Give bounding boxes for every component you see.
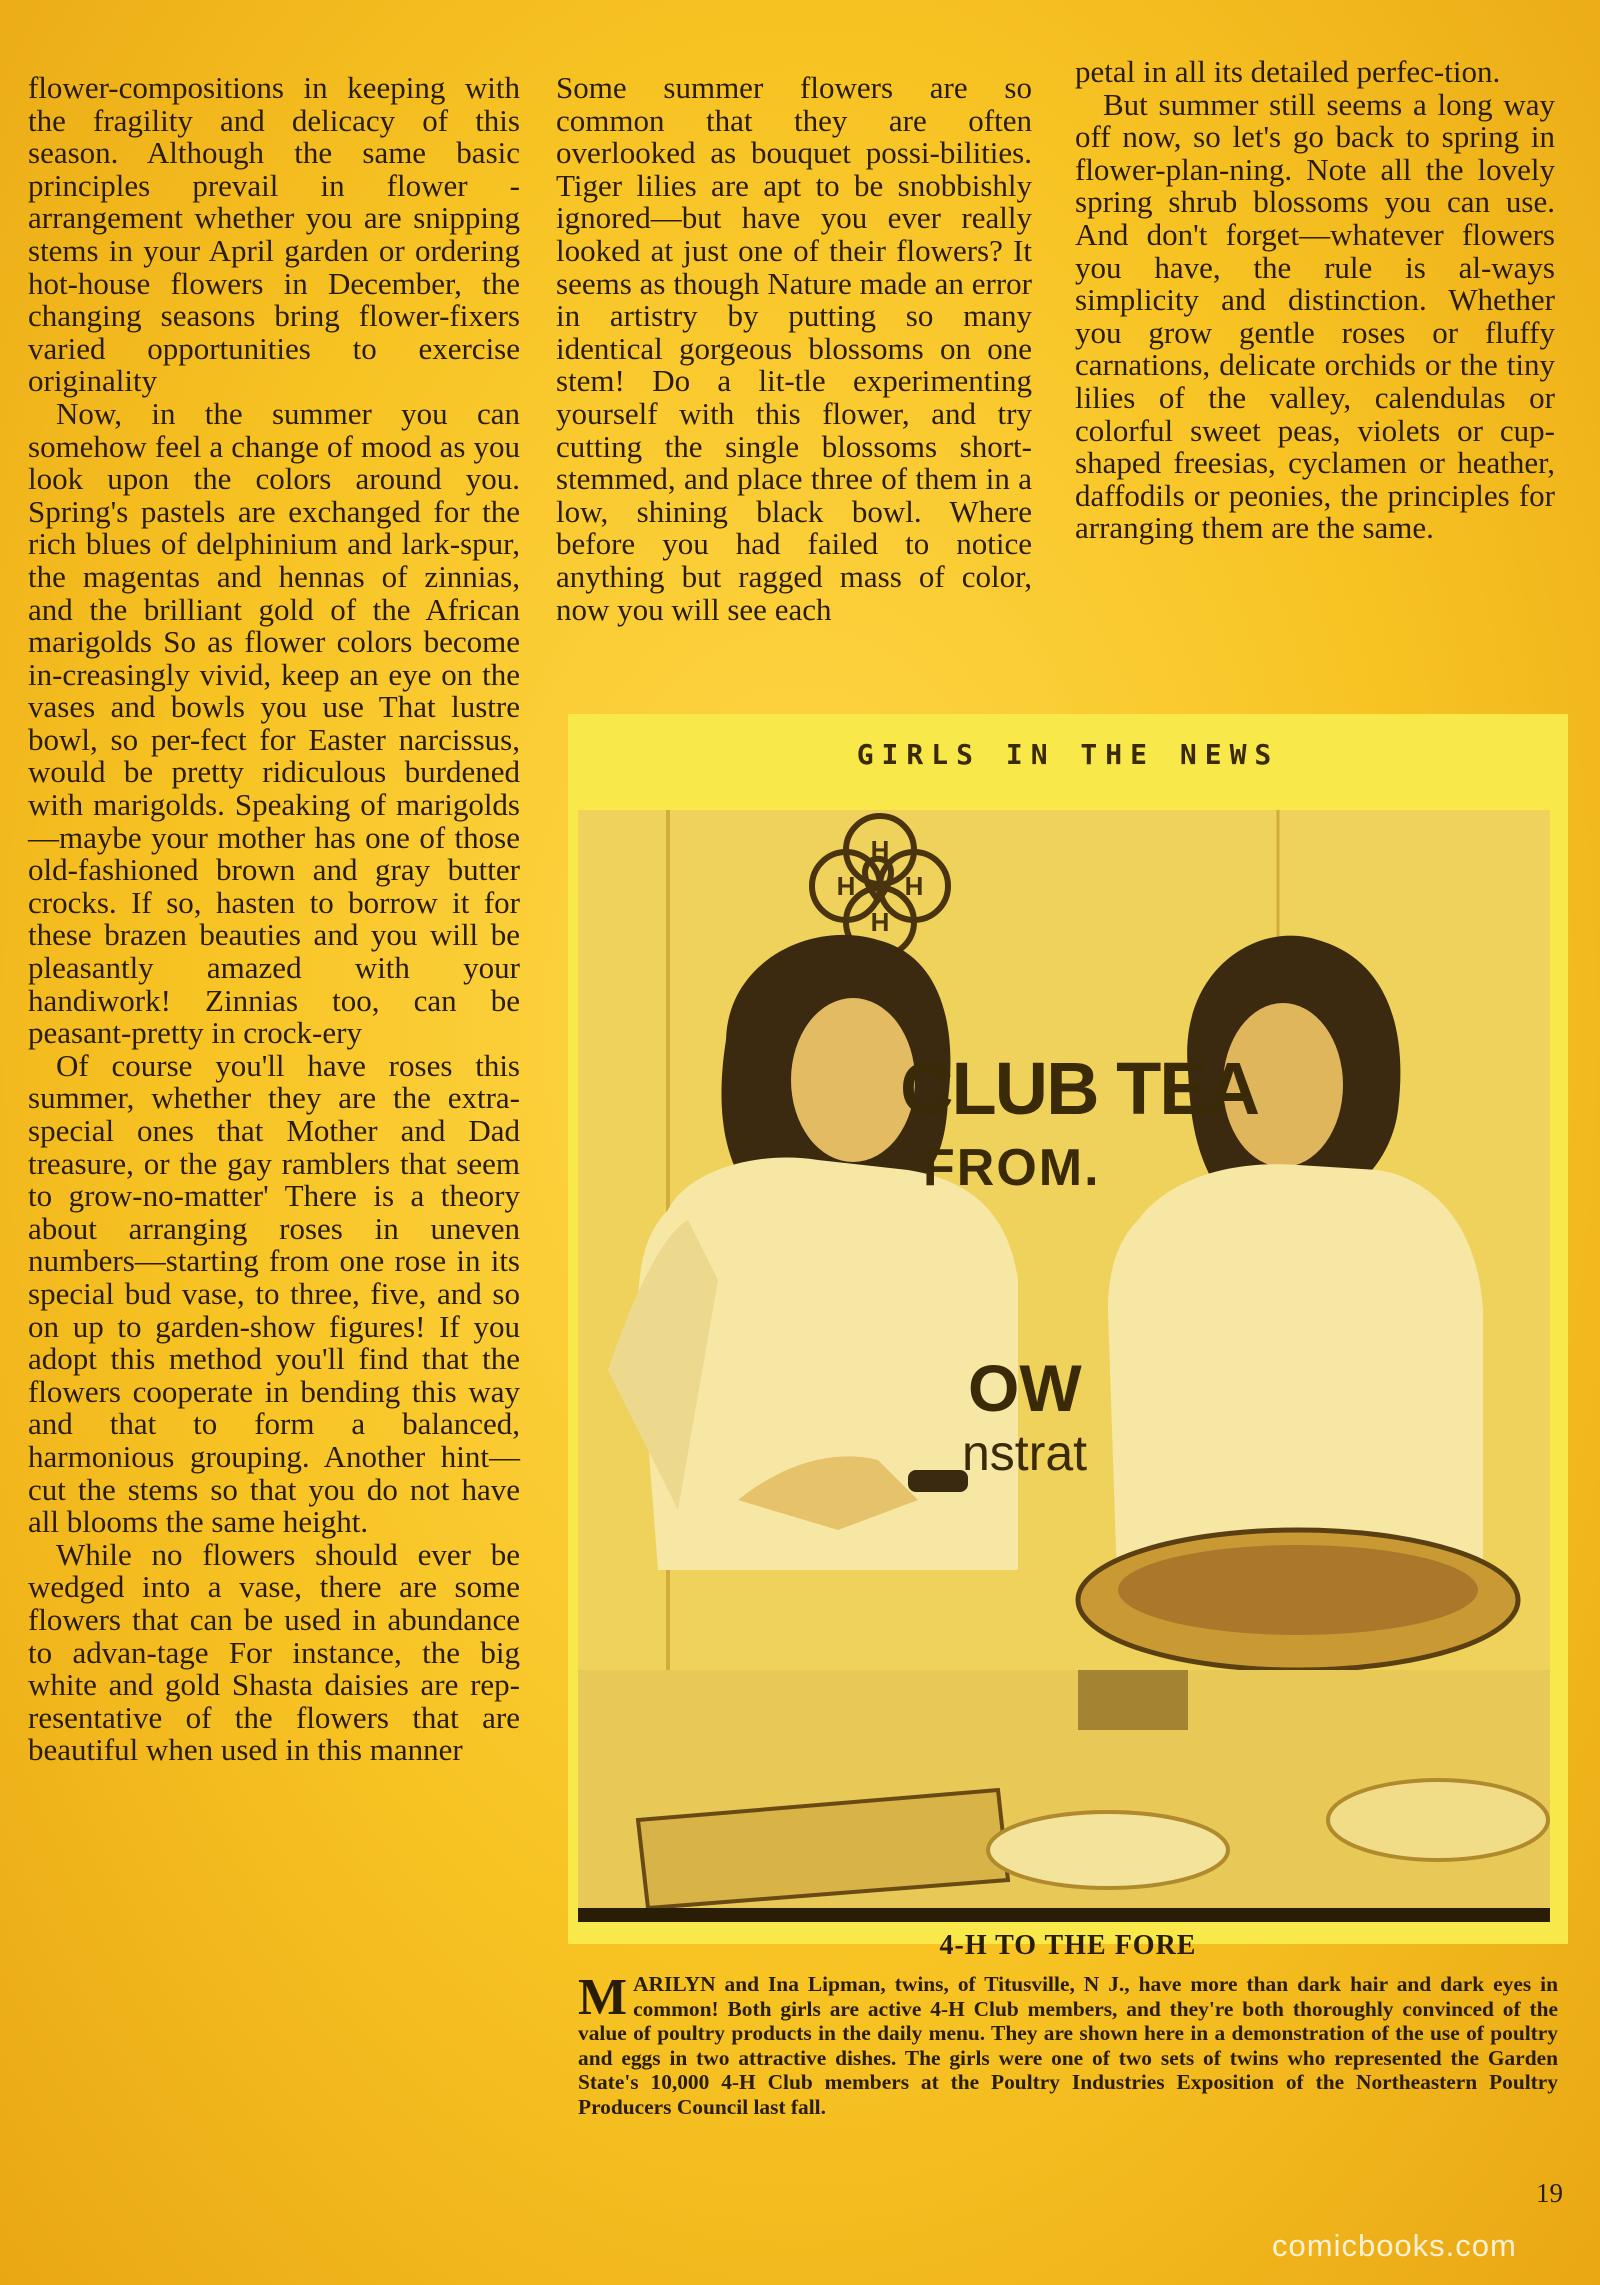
section-header: GIRLS IN THE NEWS: [856, 738, 1280, 771]
paragraph: While no flowers should ever be wedged into a vase, there are some flowers that can be used in abundance to advan-tage For instance, the big white and gold Shasta daisies are rep-resentative of the flowers that are beautiful when used in this manner: [28, 1536, 520, 1768]
sign-text: OW: [968, 1351, 1082, 1425]
caption-text: ARILYN and Ina Lipman, twins, of Titusville, N J., have more than dark hair and dark eyes in common! Both girls are active 4-H Club members, and they're both thoroughly convinced of the value of poultry products in the daily menu. They are shown here in a demonstration of the use of poultry and eggs in two attractive dishes. The girls were one of two sets of twins who represented the Garden State's 10,000 4-H Club members at the Poultry Industries Exposition of the Northeastern Poultry Producers Council last fall.: [578, 1972, 1558, 2119]
watermark: comicbooks.com: [1272, 2228, 1517, 2263]
caption-body: [578, 1969, 1558, 2119]
emblem-letter: H: [904, 871, 924, 901]
drop-cap: M: [578, 1969, 628, 2026]
page-number: 19: [1536, 2178, 1563, 2208]
paragraph: Some summer flowers are so common that they are often overlooked as bouquet possi-bilities. Tiger lilies are apt to be snobbishly ignored—but have you ever really looked at just one of their flowers? It seems as though Nature made an error in artistry by putting so many identical gorgeous blossoms on one stem! Do a lit-tle experimenting yourself with this flower, and try cutting the single blossoms short-stemmed, and place three of them in a low, shining black bowl. Where before you had failed to notice anything but ragged mass of color, now you will see each: [556, 70, 1032, 627]
article-column-1: [28, 72, 520, 1767]
article-column-3: [1075, 56, 1555, 545]
article-column-2: [556, 72, 1032, 626]
glass-bowl: [1328, 1780, 1548, 1860]
emblem-letter: H: [836, 871, 856, 901]
sign-text: FROM.: [923, 1139, 1101, 1197]
sign-text: nstrat: [962, 1425, 1088, 1481]
paragraph: But summer still seems a long way off now, so let's go back to spring in flower-plan-ning. Note all the lovely spring shrub blossoms you can use. And don't forget—whatever flowers you have, the rule is al-ways simplicity and distinction. Whether you grow gentle roses or fluffy carnations, delicate orchids or the tiny lilies of the valley, calendulas or colorful sweet peas, violets or cup-shaped freesias, cyclamen or heather, daffodils or peonies, the principles for arranging them are the same.: [1075, 86, 1555, 546]
caption-title: 4-H TO THE FORE: [939, 1930, 1197, 1961]
news-photo: [578, 810, 1550, 1922]
mixing-bowl: [988, 1812, 1228, 1888]
emblem-letter: H: [870, 907, 890, 937]
girls-in-the-news-box: [568, 714, 1568, 1944]
emblem-letter: H: [870, 835, 890, 865]
paragraph: petal in all its detailed perfec-tion.: [1075, 54, 1501, 89]
paragraph: flower-compositions in keeping with the fragility and delicacy of this season. Although the same basic principles prevail in flower - arrangement whether you are snipping stems in your April garden or ordering hot-house flowers in December, the changing seasons bring flower-fixers varied opportunities to exercise originality: [28, 70, 520, 399]
paragraph: Now, in the summer you can somehow feel a change of mood as you look upon the colors around you. Spring's pastels are exchanged for the rich blues of delphinium and lark-spur, the magentas and hennas of zinnias, and the brilliant gold of the African marigolds So as flower colors become in-creasingly vivid, keep an eye on the vases and bowls you use That lustre bowl, so per-fect for Easter narcissus, would be pretty ridiculous burdened with marigolds. Speaking of marigolds—maybe your mother has one of those old-fashioned brown and gray butter crocks. If so, hasten to borrow it for these brazen beauties and you will be pleasantly amazed with your handiwork! Zinnias too, can be peasant-pretty in crock-ery: [28, 395, 520, 1051]
paragraph: Of course you'll have roses this summer, whether they are the extra-special ones that Mother and Dad treasure, or the gay ramblers that seem to grow-no-matter' There is a theory about arranging roses in uneven numbers—starting from one rose in its special bud vase, to three, five, and so on up to garden-show figures! If you adopt this method you'll find that the flowers cooperate in bending this way and that to form a balanced, harmonious grouping. Another hint—cut the stems so that you do not have all blooms the same height.: [28, 1047, 520, 1540]
sign-text: CLUB TEA: [900, 1047, 1259, 1130]
egg-carton: [1078, 1670, 1188, 1730]
